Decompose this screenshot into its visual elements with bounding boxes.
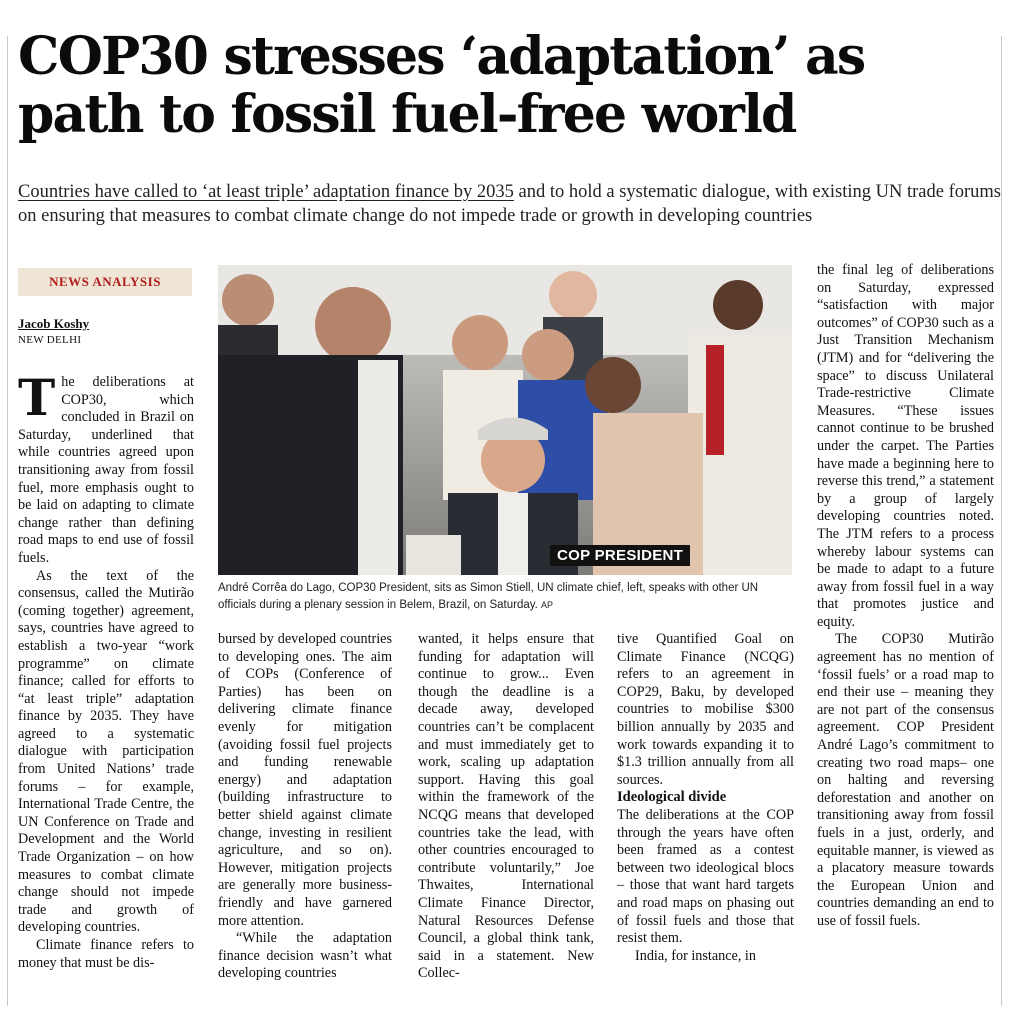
photo-illustration (218, 265, 792, 575)
paragraph: India, for instance, in (635, 947, 756, 964)
news-photo (218, 265, 792, 575)
paragraph: The COP30 Mutirão agreement has no mention of ‘fossil fuels’ or a road map to end their use – meaning they are not part of the consensus agreement. COP President André Lago’s commitment to creating two road maps– one on halting and reversing deforestation and another on transitioning away from fossil fuels in a just, orderly, and equitable manner, is viewed as a placatory measure towards the European Union and countries demanding an end to use of fossil fuels. (817, 631, 994, 929)
photo-credit: AP (541, 600, 554, 610)
column-4 (617, 631, 794, 1005)
paragraph: The deliberations at the COP through the years have often been framed as a contest between two ideological blocs – those that want hard targets and road maps on phasing out of fossil fuels and those that resist them. (617, 806, 794, 947)
subhead: Ideological divide (617, 789, 727, 806)
paragraph: the final leg of deliberations on Saturday, expressed “satisfaction with major outcomes” of COP30 such as a Just Transition Mechanism (JTM) and for “delivering the space” to discuss Unilateral Trade-restrictive Climate Measures. “These issues cannot continue to be brushed under the carpet. The Parties have made a beginning here to reverse this trend,” a statement by a group of largely developing countries noted. The JTM refers to a process whereby labour systems can be made to adapt to a future away from fossil fuel in a way that promotes justice and equity. (817, 262, 994, 630)
dek (18, 180, 1003, 228)
column-1 (18, 374, 194, 1004)
column-2 (218, 631, 392, 1005)
headline: COP30 stresses ‘adaptation’ as path to fossil fuel-free world (18, 26, 865, 145)
dek-rest: and to hold a systematic dialogue, with existing UN trade forums on ensuring that measures to combat climate change do not impede trade or growth in developing countries (18, 182, 1001, 226)
news-analysis-tag: NEWS ANALYSIS (18, 268, 192, 296)
paragraph: Climate finance refers to money that must be dis- (18, 937, 194, 971)
photo-label: COP PRESIDENT (550, 545, 690, 566)
paragraph: tive Quantified Goal on Climate Finance (NCQG) refers to an agreement in COP29, Baku, by developed countries to mobilise $300 billion annually by 2035 and work towards expanding it to $1.3 trillion annually from all sources. (617, 631, 794, 788)
paragraph-lede: The deliberations at COP30, which concluded in Brazil on Saturday, underlined that while countries agreed upon transitioning away from fossil fuel, more emphasis ought to be laid on adapting to climate change rather than defining road maps to end use of fossil fuels. (18, 374, 194, 566)
author-name[interactable]: Jacob Koshy (18, 316, 90, 331)
dek-underlined: Countries have called to ‘at least triple’ adaptation finance by 2035 (18, 182, 514, 202)
paragraph: As the text of the consensus, called the Mutirão (coming together) agreement, says, countries have agreed to establish a two-year “work programme” on climate finance; called for efforts to “at least triple” adaptation finance by 2035. They have agreed to a systematic dialogue with participation from United Nations’ trade forums – for example, International Trade Centre, the UN Conference on Trade and Development and the World Trade Organization – on how measures to combat climate change should not impede trade and growth of developing countries. (18, 567, 194, 936)
drop-cap: T (18, 374, 56, 427)
column-5 (817, 262, 994, 1004)
dateline: NEW DELHI (18, 334, 82, 346)
paragraph: “While the adaptation finance decision wasn’t what developing countries (218, 930, 392, 982)
paragraph: wanted, it helps ensure that funding for adaptation will continue to grow... Even though the deadline is a decade away, developed countries can’t be complacent and must immediately get to work, scaling up adaptation support. Having this goal within the framework of the NCQG means that developed countries take the lead, with other countries encouraged to contribute voluntarily,” Joe Thwaites, International Climate Finance Director, Natural Resources Defense Council, a global think tank, said in a statement. New Collec- (418, 631, 594, 982)
column-3 (418, 631, 594, 1005)
left-column-rule (7, 36, 8, 1006)
paragraph: bursed by developed countries to developing ones. The aim of COPs (Conference of Parties) has been on delivering climate finance evenly for mitigation (avoiding fossil fuel projects and funding renewable energy) and adaptation (building infrastructure to better shield against climate change, investing in resilient agriculture, and so on). However, mitigation projects are generally more business-friendly and have garnered more attention. (218, 631, 392, 929)
photo-caption: André Corrêa do Lago, COP30 President, sits as Simon Stiell, UN climate chief, left, speaks with other UN officials during a plenary session in Belem, Brazil, on Saturday. AP (218, 582, 759, 611)
